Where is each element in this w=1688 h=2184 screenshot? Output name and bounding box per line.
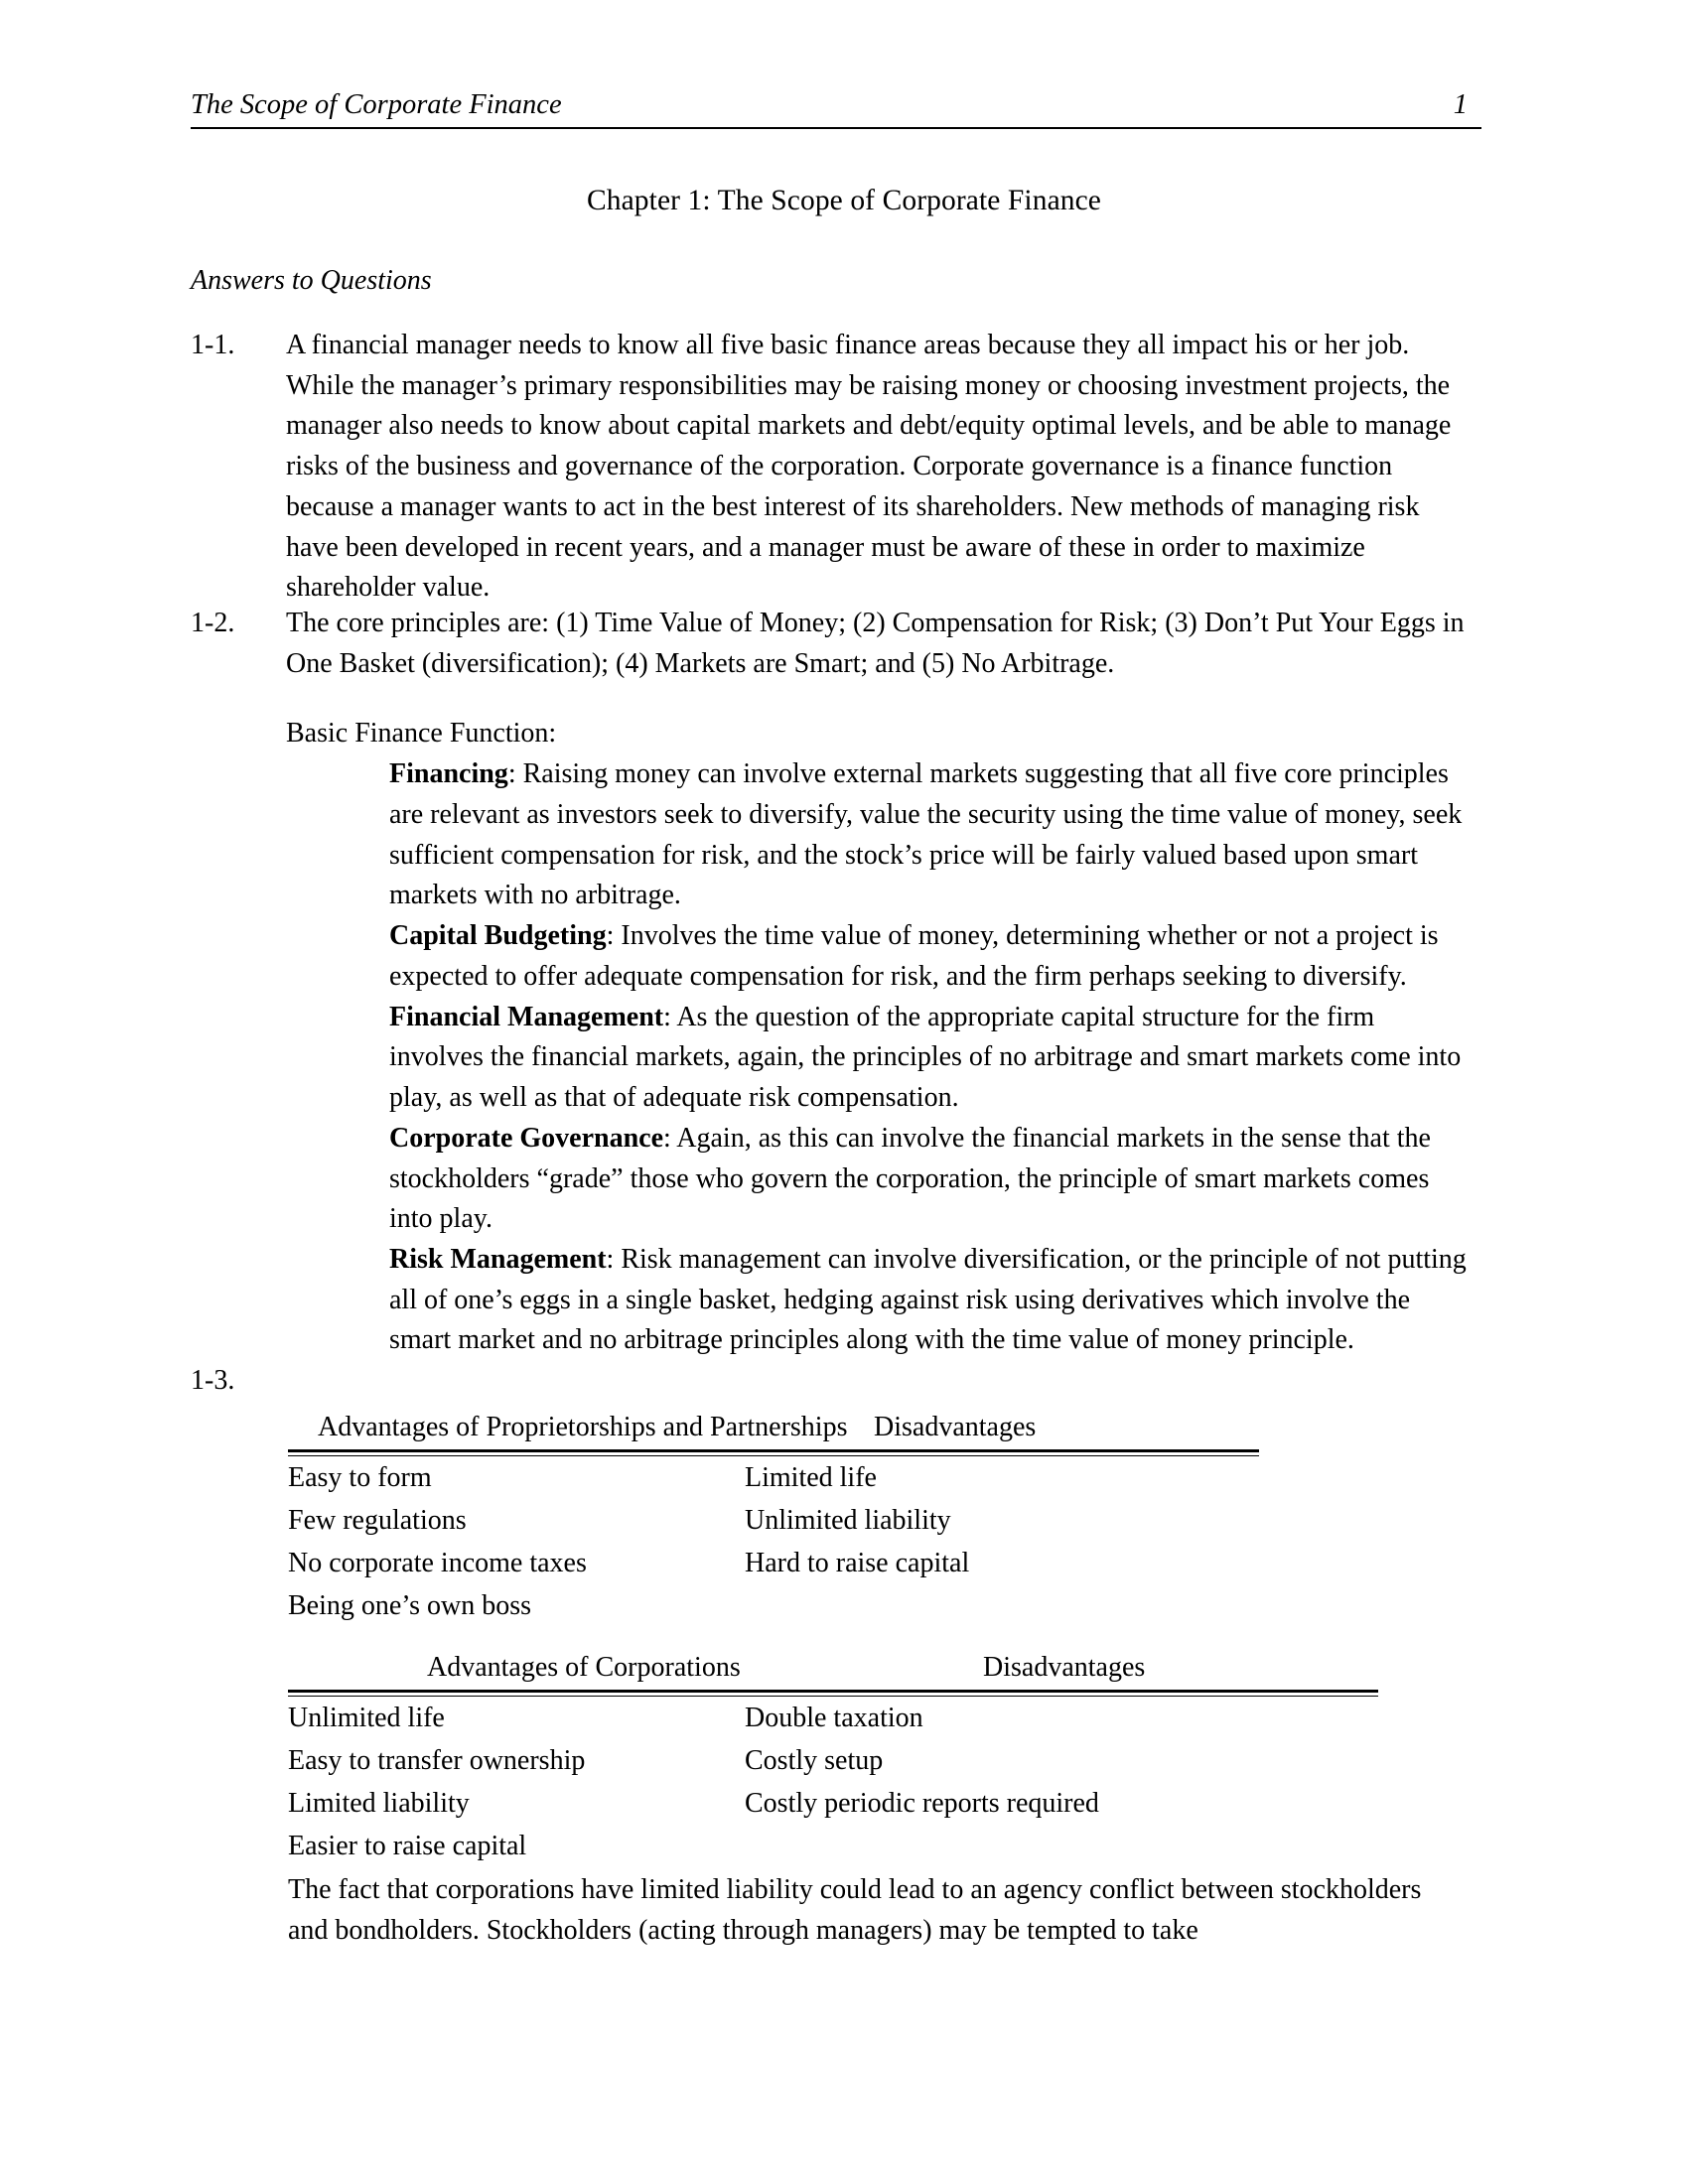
question-body bbox=[286, 326, 1472, 609]
running-head-title: The Scope of Corporate Finance bbox=[191, 89, 562, 120]
question-number: 1-3. bbox=[191, 1365, 235, 1396]
term-separator: : bbox=[663, 1122, 677, 1154]
table-row bbox=[288, 1544, 1259, 1586]
rule-thick bbox=[288, 1690, 1378, 1693]
term-separator: : bbox=[606, 1244, 622, 1276]
cell-disadvantage: Limited life bbox=[745, 1462, 877, 1493]
finance-function-risk-management bbox=[389, 1240, 1472, 1361]
cell-advantage: Being one’s own boss bbox=[288, 1590, 531, 1621]
term-label: Financial Management bbox=[389, 1001, 664, 1032]
question-number: 1-1. bbox=[191, 330, 235, 360]
table-header-rule bbox=[288, 1690, 1378, 1699]
column-header-disadvantages: Disadvantages bbox=[874, 1412, 1037, 1442]
trailing-paragraph: The fact that corporations have limited liability could lead to an agency conflict between stockholders and bondholders. Stockholders (acting through managers) may be tempted to take bbox=[288, 1874, 1422, 1946]
section-label: Answers to Questions bbox=[191, 265, 432, 296]
table-proprietorships-partnerships bbox=[288, 1408, 1259, 1629]
term-text: As the question of the appropriate capital structure for the firm involves the financial markets, again, the principles of no arbitrage and smart markets come into play, as well as that of adequate risk compensation. bbox=[389, 1001, 1462, 1114]
table-header-row bbox=[288, 1648, 1378, 1690]
rule-thin bbox=[288, 1455, 1259, 1456]
finance-function-financial-management bbox=[389, 998, 1472, 1119]
term-text: Risk management can involve diversification, or the principle of not putting all of one’s eggs in a single basket, hedging against risk using derivatives which involve the smart market and no arbitrage principles along with the time value of money principle. bbox=[389, 1244, 1467, 1356]
running-head-rule bbox=[191, 127, 1481, 129]
term-text: Involves the time value of money, determining whether or not a project is expected to offer adequate compensation for risk, and the firm perhaps seeking to diversify. bbox=[389, 920, 1439, 992]
column-header-disadvantages: Disadvantages bbox=[983, 1652, 1146, 1683]
column-header-advantages: Advantages of Proprietorships and Partnerships bbox=[318, 1412, 848, 1442]
page-number: 1 bbox=[1453, 89, 1468, 120]
chapter-title: Chapter 1: The Scope of Corporate Finance bbox=[586, 185, 1102, 216]
cell-disadvantage: Costly periodic reports required bbox=[745, 1788, 1099, 1819]
running-head bbox=[191, 87, 1481, 123]
table-row bbox=[288, 1784, 1378, 1827]
question-body bbox=[286, 604, 1472, 1361]
cell-advantage: Easier to raise capital bbox=[288, 1831, 527, 1861]
cell-advantage: Few regulations bbox=[288, 1505, 467, 1536]
term-text: Again, as this can involve the financial markets in the sense that the stockholders “grade” those who govern the corporation, the principle of smart markets comes into play. bbox=[389, 1122, 1431, 1235]
cell-advantage: Easy to form bbox=[288, 1462, 432, 1493]
table-row bbox=[288, 1458, 1259, 1501]
question-block-1-1 bbox=[191, 326, 1472, 609]
cell-disadvantage: Hard to raise capital bbox=[745, 1548, 970, 1578]
term-label: Risk Management bbox=[389, 1244, 607, 1276]
question-number: 1-2. bbox=[191, 608, 235, 638]
finance-function-capital-budgeting bbox=[389, 916, 1472, 997]
table-row bbox=[288, 1699, 1378, 1741]
cell-disadvantage: Costly setup bbox=[745, 1745, 884, 1776]
finance-function-list bbox=[389, 754, 1472, 1361]
question-block-1-2 bbox=[191, 604, 1472, 1361]
term-label: Corporate Governance bbox=[389, 1122, 664, 1154]
basic-finance-function-heading: Basic Finance Function: bbox=[286, 718, 557, 750]
table-row bbox=[288, 1741, 1378, 1784]
trailing-paragraph-block bbox=[288, 1870, 1460, 1951]
cell-advantage: No corporate income taxes bbox=[288, 1548, 587, 1578]
term-separator: : bbox=[663, 1001, 677, 1032]
term-separator: : bbox=[606, 920, 622, 952]
table-row bbox=[288, 1501, 1259, 1544]
cell-advantage: Easy to transfer ownership bbox=[288, 1745, 586, 1776]
table-row bbox=[288, 1586, 1259, 1629]
cell-advantage: Limited liability bbox=[288, 1788, 470, 1819]
cell-advantage: Unlimited life bbox=[288, 1703, 445, 1733]
table-row bbox=[288, 1827, 1378, 1869]
question-paragraph: The core principles are: (1) Time Value of Money; (2) Compensation for Risk; (3) Don’t Put Your Eggs in One Basket (diversification); (4) Markets are Smart; and (5) No Arbitrage. bbox=[286, 608, 1465, 679]
column-header-advantages: Advantages of Corporations bbox=[427, 1652, 741, 1683]
table-header-row bbox=[288, 1408, 1259, 1449]
term-label: Capital Budgeting bbox=[389, 920, 607, 952]
rule-thick bbox=[288, 1449, 1259, 1452]
term-text: Raising money can involve external markets suggesting that all five core principles are relevant as investors seek to diversify, value the security using the time value of money, seek sufficient compensation for risk, and the stock’s price will be fairly valued based upon smart markets with no arbitrage. bbox=[389, 758, 1463, 911]
cell-disadvantage: Double taxation bbox=[745, 1703, 923, 1733]
cell-disadvantage: Unlimited liability bbox=[745, 1505, 951, 1536]
table-corporations bbox=[288, 1648, 1378, 1869]
term-label: Financing bbox=[389, 758, 508, 790]
table-header-rule bbox=[288, 1449, 1259, 1458]
rule-thin bbox=[288, 1696, 1378, 1697]
term-separator: : bbox=[507, 758, 523, 790]
paragraph-spacer bbox=[286, 684, 1472, 714]
finance-function-financing bbox=[389, 754, 1472, 916]
finance-function-corporate-governance bbox=[389, 1119, 1472, 1240]
question-paragraph: A financial manager needs to know all five basic finance areas because they all impact his or her job. While the manager’s primary responsibilities may be raising money or choosing investment projects, the manager also needs to know about capital markets and debt/equity optimal levels, and be able to manage risks of the business and governance of the corporation. Corporate governance is a finance function because a manager wants to act in the best interest of its shareholders. New methods of managing risk have been developed in recent years, and a manager must be aware of these in order to maximize shareholder value. bbox=[286, 330, 1452, 604]
